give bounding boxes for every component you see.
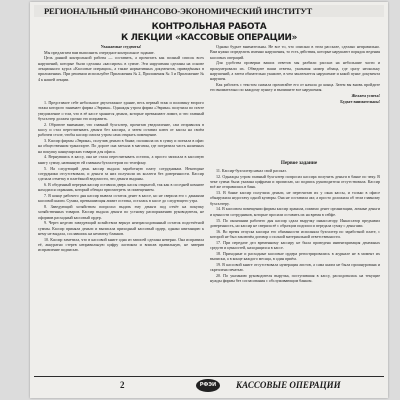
intro-right-column bbox=[210, 44, 380, 159]
main-right-paragraph: 11. Кассир-бухгалтер начал свой рассказ. bbox=[216, 168, 287, 173]
main-right-paragraph: 16. Во время отпуска кассира его обязанности исполняла бухгалтер по заработной плате, с которой не был заключён договор о полной материальной ответственности. bbox=[210, 228, 380, 239]
footer-title: КАССОВЫЕ ОПЕРАЦИИ bbox=[236, 380, 341, 390]
main-left-paragraph: 5. На следующий день кассир выдала заработную плату сотрудникам. Некоторые сотрудники отсутствовали, и деньги за них получили их коллеги без доверенности. Кассир сделала отметку в платёжной ведомости, что деньги выданы. bbox=[38, 165, 204, 182]
document-page bbox=[30, 2, 388, 398]
main-left-column bbox=[38, 100, 204, 373]
intro-right-paragraph: Как работать с текстом сначала прочитайте его от начала до конца. Затем вы вновь пройдите его внимательно по каждому пункту и выпишите все нарушения. bbox=[210, 82, 380, 93]
main-right-paragraph: 13. В банке кассир получила деньги, не пересчитав их у окна кассы, и только в офисе обнаружила недостачу одной купюры. Она не составила акт, а просто доложила об этом главному бухгалтеру. bbox=[210, 190, 380, 206]
intro-left-paragraph: Мы предлагаем вам выполнить очередное контрольное задание. bbox=[44, 49, 155, 55]
document-title: КОНТРОЛЬНАЯ РАБОТА bbox=[151, 22, 267, 32]
main-left-paragraph: 7. В конце рабочего дня кассир вывела остаток денег в кассе, но не сверила его с данными кассовой книги. Сумма, превышающая лимит остатка, осталась в кассе до следующего утра. bbox=[38, 192, 204, 204]
main-left-paragraph: 9. Через неделю заведующий хозяйством вернул неизрасходованный остаток подотчётной суммы. Кассир приняла деньги и выписала приходный кассовый ордер, однако квитанцию к нему не выдала, сославшись на нехватку бланков. bbox=[38, 220, 204, 236]
main-right-paragraph: 12. Однажды утром главный бухгалтер попросил кассира получить деньги в банке по чеку. В чеке сумма была указана цифрами и прописью, но подпись руководителя отсутствовала. Кассир всё же отправилась в банк. bbox=[210, 173, 380, 190]
intro-left-paragraph: Цель данной контрольной работы — составить, а прочитать как полный список всех нарушений, которые были сделаны «кассиром» в сумме. Эти нарушения сделаны на основе лекционного курса «Кассовые операции», а также нормативных документов, приведённых в приложениях. При решении используйте Приложения № 2, Приложения № 3 и Приложение № 4 к нашей лекции. bbox=[38, 55, 204, 82]
main-left-paragraph: 6. В обеденный перерыв кассир оставила дверь кассы открытой, так как в соседней комнате находился охранник, который обещал присмотреть за помещением. bbox=[38, 181, 204, 193]
intro-right-paragraph: Для удобства проверки ваших ответов мы разбили рассказ на небольшие части и пронумеровали их. Обведите ваши ответы, указывая номер абзаца, где сразу нескольку нарушений, а затем обязательно укажите, в чем заключается нарушение и какой пункт документа нарушен. bbox=[210, 60, 380, 82]
institute-name: РЕГИОНАЛЬНЫЙ ФИНАНСОВО-ЭКОНОМИЧЕСКИЙ ИНСТИТУТ bbox=[44, 6, 313, 16]
main-left-paragraph: 10. Кассир заметила, что в кассовой книге одна из записей сделана неверно. Она исправила её, аккуратно стерев неправильную цифру ластиком и вписав правильную, не заверив исправление подписью. bbox=[38, 236, 204, 253]
intro-right-paragraph: Однако будьте внимательны. Не все то, что описано в этом рассказе, сделано неправильно. Вам нужно определить именно нарушения, то есть действия, которые нарушают порядок ведения кассовых операций. bbox=[210, 44, 380, 60]
intro-left-column bbox=[38, 44, 204, 98]
intro-left-paragraph: Уважаемые студенты! bbox=[100, 44, 142, 49]
main-right-paragraph: 17. При передаче дел временному кассиру не была проведена инвентаризация денежных средств и ценностей, находящихся в кассе. bbox=[210, 239, 380, 250]
intro-right-paragraph: Будьте внимательны! bbox=[340, 98, 380, 104]
header-bar bbox=[34, 5, 384, 17]
page-number: 2 bbox=[120, 380, 125, 390]
main-left-paragraph: 4. Вернувшись в кассу, она не стала пересчитывать остаток, а просто записала в кассовую книгу сумму, названную ей главным бухгалтером по телефону. bbox=[38, 154, 204, 165]
main-right-paragraph: 18. Приходные и расходные кассовые ордера регистрировались в журнале не в момент их выписки, а в конце каждого месяца, в один приём. bbox=[210, 250, 380, 261]
footer-divider bbox=[34, 376, 384, 377]
main-right-column bbox=[210, 168, 380, 373]
main-right-paragraph: 19. В кассовой книге отсутствовала нумерация листов, а сама книга не была прошнурована и скреплена печатью. bbox=[210, 261, 380, 273]
main-right-paragraph: 14. В кассовом помещении фирмы кассир хранила, помимо денег организации, личные деньги и ценности сотрудников, которые просили оставить их на время в сейфе. bbox=[210, 206, 380, 217]
main-right-paragraph: 20. По указанию руководителя выручка, поступившая в кассу, расходовалась на текущие нужды фирмы без согласования с обслуживающим банком. bbox=[210, 272, 380, 284]
intro-right-paragraph: Желаем успеха! bbox=[351, 93, 380, 99]
institute-logo: РФЭИ bbox=[196, 379, 220, 392]
main-left-paragraph: 1. Представьте себе небольшое двухэтажное здание, весь первый этаж и половину второго этажа которого занимает фирма «Эврика». Однажды утром фирма «Эврика» получила по почте уведомление о том, что в её кассе хранятся деньги, которые превышают лимит, и что главный бухгалтер должен срочно это исправить. bbox=[38, 100, 204, 121]
document-subtitle: К ЛЕКЦИИ «КАССОВЫЕ ОПЕРАЦИИ» bbox=[121, 33, 297, 43]
main-left-paragraph: 2. Обратите внимание, что главный бухгалтер, прочитав уведомление, сам отправился в кассу и стал пересчитывать деньги без кассира, а затем оставил ключ от кассы на своём рабочем столе, чтобы кассир смогла утром сама открыть помещение. bbox=[38, 121, 204, 138]
main-right-paragraph: 15. По окончании рабочего дня кассир сдала выручку инкассатору. Инкассатор предъявил доверенность, но кассир не сверила её с образцом подписи и передала сумку с деньгами. bbox=[210, 217, 380, 228]
main-left-paragraph: 8. Заведующий хозяйством попросил выдать ему деньги под отчёт на покупку хозяйственных товаров. Кассир выдала деньги по устному распоряжению руководителя, не оформив расходный кассовый ордер. bbox=[38, 203, 204, 220]
main-left-paragraph: 3. Кассир фирмы «Эврика», получив деньги в банке, положила их в сумку и поехала в офис на общественном транспорте. По дороге она заехала в магазин, где потратила часть наличных на покупку канцелярских товаров для офиса. bbox=[38, 138, 204, 154]
section-title: Первое задание bbox=[280, 160, 318, 166]
